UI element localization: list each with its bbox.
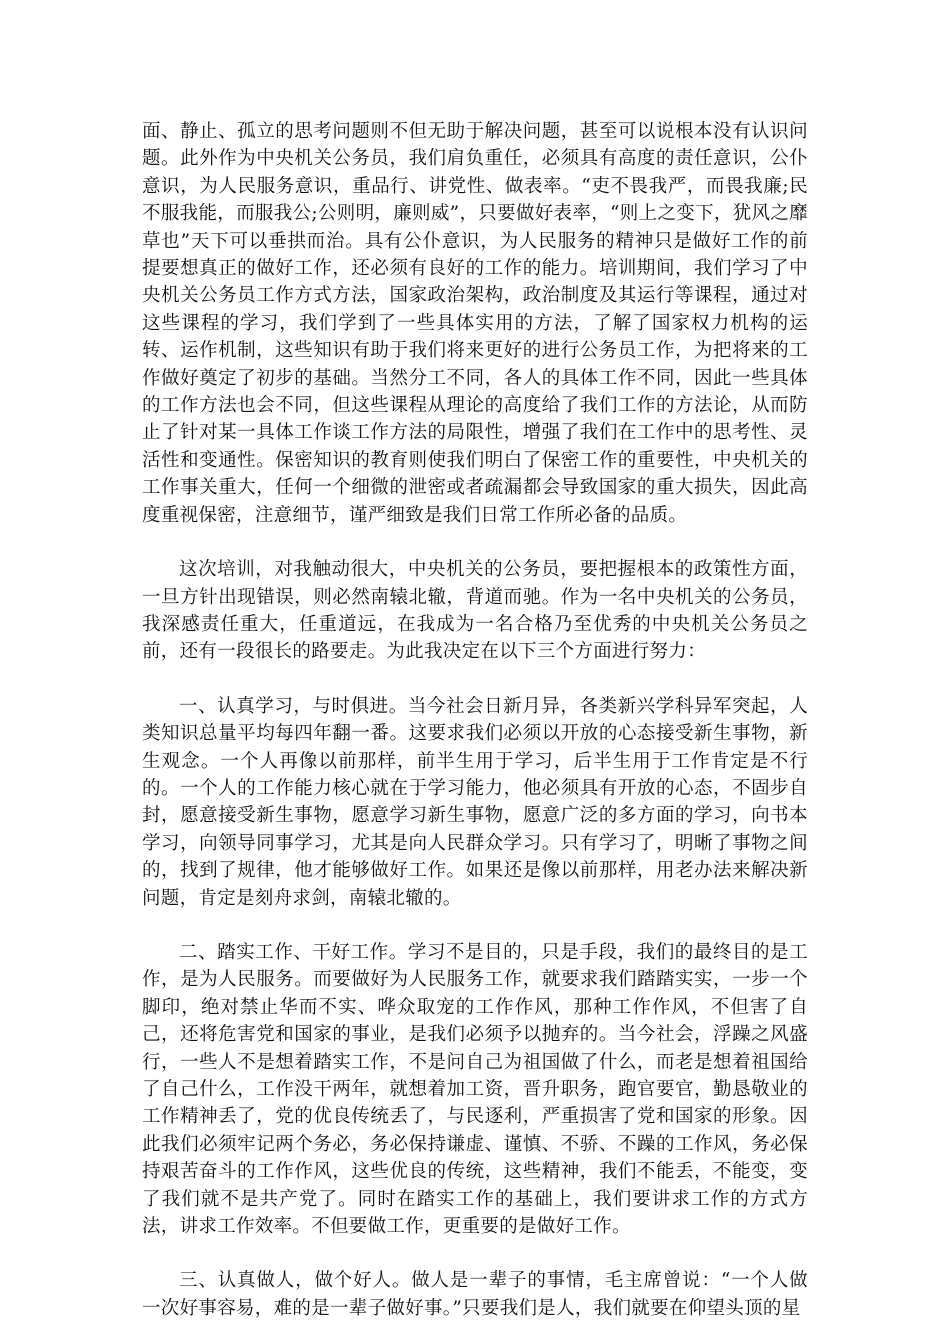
paragraph-point-three-conduct: 三、认真做人，做个好人。做人是一辈子的事情，毛主席曾说：“一个人做一次好事容易，难的是一辈子做好事。”只要我们是人，我们就要在仰望头顶的星: [142, 1270, 808, 1319]
paragraph-training-reflection: 这次培训，对我触动很大，中央机关的公务员，要把握根本的政策性方面，一旦方针出现错误，则必然南辕北辙，背道而驰。作为一名中央机关的公务员，我深感责任重大，任重道远，在我成为一名合格乃至优秀的中央机关公务员之前，还有一段很长的路要走。为此我决定在以下三个方面进行努力：: [142, 559, 808, 663]
paragraph-point-one-study: 一、认真学习，与时俱进。当今社会日新月异，各类新兴学科异军突起，人类知识总量平均每四年翻一番。这要求我们必须以开放的心态接受新生事物，新生观念。一个人再像以前那样，前半生用于学习，后半生用于工作肯定是不行的。一个人的工作能力核心就在于学习能力，他必须具有开放的心态，不固步自封，愿意接受新生事物，愿意学习新生事物，愿意广泛的多方面的学习，向书本学习，向领导同事学习，尤其是向人民群众学习。只有学习了，明晰了事物之间的，找到了规律，他才能够做好工作。如果还是像以前那样，用老办法来解决新问题，肯定是刻舟求剑，南辕北辙的。: [142, 695, 808, 909]
paragraph-continuation: 面、静止、孤立的思考问题则不但无助于解决问题，甚至可以说根本没有认识问题。此外作为中央机关公务员，我们肩负重任，必须具有高度的责任意识，公仆意识，为人民服务意识，重品行、讲党性、做表率。“吏不畏我严，而畏我廉;民不服我能，而服我公;公则明，廉则威”，只要做好表率，“则上之变下，犹风之靡草也”天下可以垂拱而治。具有公仆意识，为人民服务的精神只是做好工作的前提要想真正的做好工作，还必须有良好的工作的能力。培训期间，我们学习了中央机关公务员工作方式方法，国家政治架构，政治制度及其运行等课程，通过对这些课程的学习，我们学到了一些具体实用的方法，了解了国家权力机构的运转、运作机制，这些知识有助于我们将来更好的进行公务员工作，为把将来的工作做好奠定了初步的基础。当然分工不同，各人的具体工作不同，因此一些具体的工作方法也会不同，但这些课程从理论的高度给了我们工作的方法论，从而防止了针对某一具体工作谈工作方法的局限性，增强了我们在工作中的思考性、灵活性和变通性。保密知识的教育则使我们明白了保密工作的重要性，中央机关的工作事关重大，任何一个细微的泄密或者疏漏都会导致国家的重大损失，因此高度重视保密，注意细节，谨严细致是我们日常工作所必备的品质。: [142, 121, 808, 526]
paragraph-point-two-work: 二、踏实工作、干好工作。学习不是目的，只是手段，我们的最终目的是工作，是为人民服务。而要做好为人民服务工作，就要求我们踏踏实实，一步一个脚印，绝对禁止华而不实、哗众取宠的工作作风，那种工作作风，不但害了自己，还将危害党和国家的事业，是我们必须予以抛弃的。当今社会，浮躁之风盛行，一些人不是想着踏实工作，不是问自己为祖国做了什么，而老是想着祖国给了自己什么，工作没干两年，就想着加工资，晋升职务，跑官要官，勤恳敬业的工作精神丢了，党的优良传统丢了，与民逐利，严重损害了党和国家的形象。因此我们必须牢记两个务必，务必保持谦虚、谨慎、不骄、不躁的工作风，务必保持艰苦奋斗的工作作风，这些优良的传统，这些精神，我们不能丢，不能变，变了我们就不是共产党了。同时在踏实工作的基础上，我们要讲求工作的方式方法，讲求工作效率。不但要做工作，更重要的是做好工作。: [142, 941, 808, 1238]
document-page: [142, 118, 808, 1322]
